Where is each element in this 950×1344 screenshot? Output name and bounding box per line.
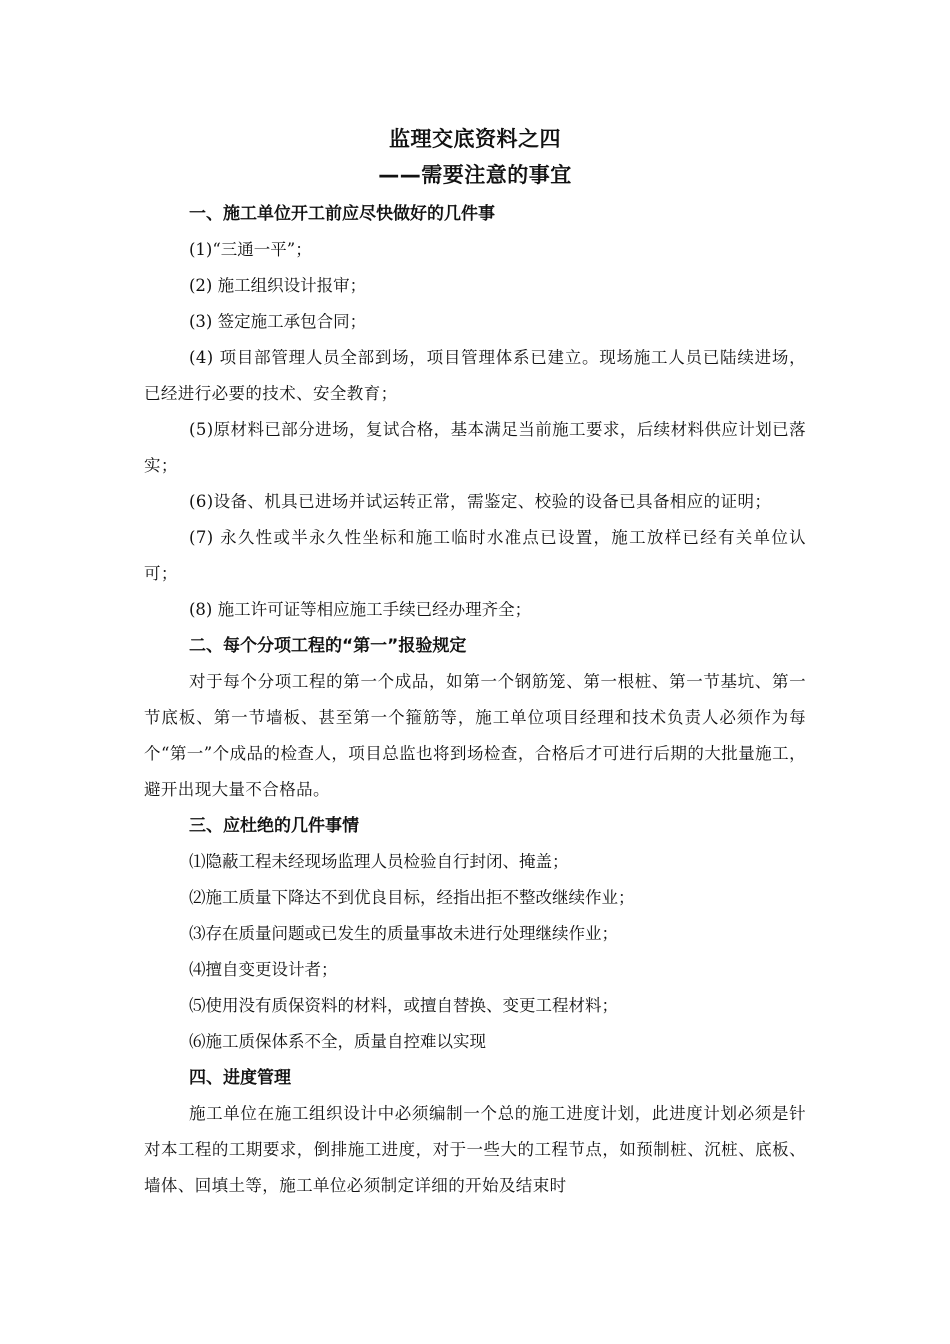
list-item: (1)“三通一平”； (189, 240, 312, 259)
list-item: (7) 永久性或半永久性坐标和施工临时水准点已设置，施工放样已经有关单位认可； (144, 528, 806, 583)
list-item: ⑶存在质量问题或已发生的质量事故未进行处理继续作业； (189, 924, 618, 943)
document-body (144, 196, 806, 1204)
list-item: ⑸使用没有质保资料的材料，或擅自替换、变更工程材料； (189, 996, 618, 1015)
section-heading-3: 三、应杜绝的几件事情 (189, 816, 359, 836)
body-paragraph: 对于每个分项工程的第一个成品，如第一个钢筋笼、第一根桩、第一节基坑、第一节底板、第一节墙板、甚至第一个箍筋等，施工单位项目经理和技术负责人必须作为每个“第一”个成品的检查人，项目总监也将到场检查，合格后才可进行后期的大批量施工，避开出现大量不合格品。 (144, 672, 806, 799)
list-item: (2) 施工组织设计报审； (189, 276, 367, 295)
section-heading-2: 二、每个分项工程的“第一”报验规定 (189, 636, 467, 656)
list-item: (5)原材料已部分进场，复试合格，基本满足当前施工要求，后续材料供应计划已落实； (144, 420, 806, 475)
document-title: 监理交底资料之四 (389, 127, 561, 151)
list-item: (3) 签定施工承包合同； (189, 312, 367, 331)
list-item: ⑴隐蔽工程未经现场监理人员检验自行封闭、掩盖； (189, 852, 569, 871)
list-item: ⑵施工质量下降达不到优良目标，经指出拒不整改继续作业； (189, 888, 635, 907)
document-subtitle: ——需要注意的事宜 (378, 163, 572, 187)
section-heading-4: 四、进度管理 (189, 1068, 291, 1088)
list-item: (4) 项目部管理人员全部到场，项目管理体系已建立。现场施工人员已陆续进场，已经进行必要的技术、安全教育； (144, 348, 806, 403)
body-paragraph: 施工单位在施工组织设计中必须编制一个总的施工进度计划，此进度计划必须是针对本工程的工期要求，倒排施工进度，对于一些大的工程节点，如预制桩、沉桩、底板、墙体、回填土等，施工单位必须制定详细的开始及结束时 (144, 1104, 806, 1195)
section-heading-1: 一、施工单位开工前应尽快做好的几件事 (189, 204, 495, 224)
list-item: ⑹施工质保体系不全，质量自控难以实现 (189, 1032, 486, 1051)
list-item: ⑷擅自变更设计者； (189, 960, 338, 979)
list-item: (6)设备、机具已进场并试运转正常，需鉴定、校验的设备已具备相应的证明； (189, 492, 772, 511)
list-item: (8) 施工许可证等相应施工手续已经办理齐全； (189, 600, 532, 619)
